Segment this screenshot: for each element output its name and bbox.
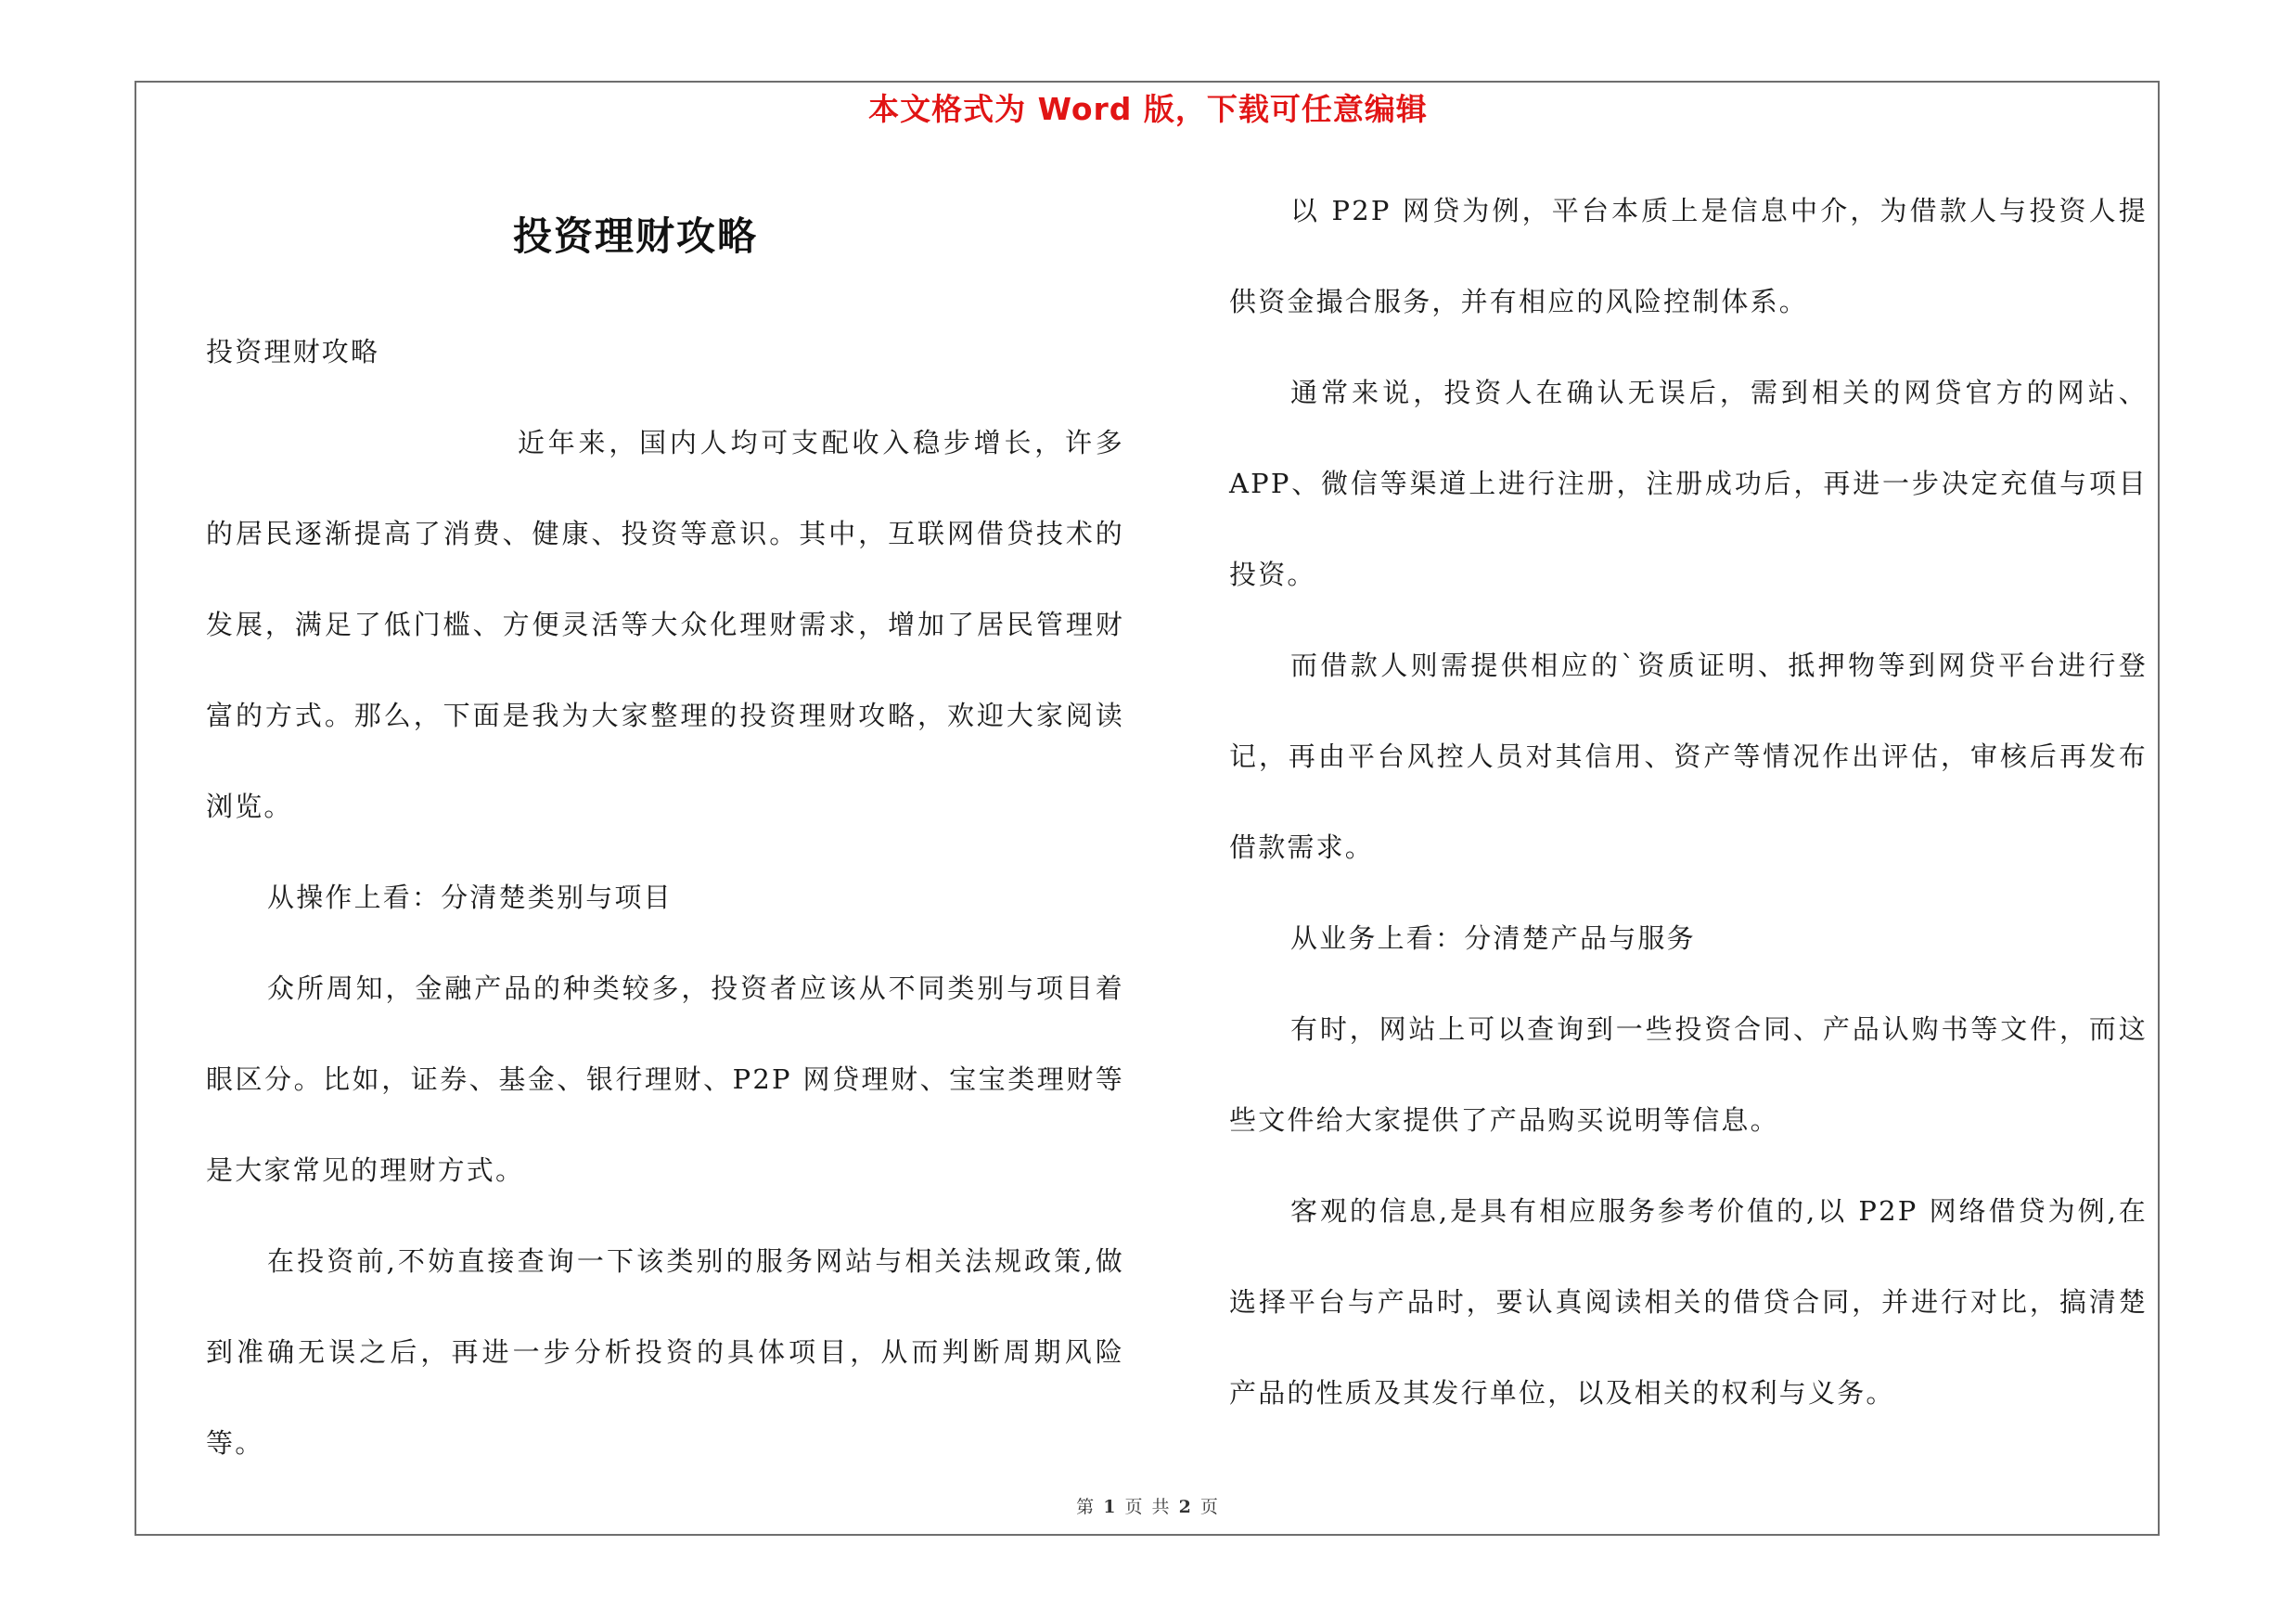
paragraph-categories: 众所周知，金融产品的种类较多，投资者应该从不同类别与项目着眼区分。比如，证券、基金、银行理财、P2P 网贷理财、宝宝类理财等是大家常见的理财方式。 [206,973,1124,1186]
paragraph-intro: 近年来，国内人均可支配收入稳步增长，许多的居民逐渐提高了消费、健康、投资等意识。其中，互联网借贷技术的发展，满足了低门槛、方便灵活等大众化理财需求，增加了居民管理财富的方式。那么，下面是我为大家整理的投资理财攻略，欢迎大家阅读浏览。 [206,427,1124,822]
paragraph-p2p-example: 以 P2P 网贷为例，平台本质上是信息中介，为借款人与投资人提供资金撮合服务，并有相应的风险控制体系。 [1229,195,2148,317]
footer-suffix: 页 [1199,1497,1220,1517]
edit-notice-banner: 本文格式为 Word 版，下载可任意编辑 [868,91,1428,127]
footer-total-pages: 2 [1178,1497,1193,1517]
paragraph-investor-registration: 通常来说，投资人在确认无误后，需到相关的网贷官方的网站、APP、微信等渠道上进行注册，注册成功后，再进一步决定充值与项目投资。 [1229,377,2148,590]
section-heading-operation: 从操作上看：分清楚类别与项目 [267,882,673,913]
right-column [1229,165,2148,1438]
paragraph-documents: 有时，网站上可以查询到一些投资合同、产品认购书等文件，而这些文件给大家提供了产品购买说明等信息。 [1229,1013,2148,1136]
section-heading-business: 从业务上看：分清楚产品与服务 [1290,922,1696,954]
left-column [206,306,1124,1488]
page-number-footer [0,1493,2296,1518]
paragraph-subtitle: 投资理财攻略 [206,336,380,367]
footer-middle: 页 共 [1124,1497,1172,1517]
footer-prefix: 第 [1076,1497,1097,1517]
paragraph-before-investing: 在投资前,不妨直接查询一下该类别的服务网站与相关法规政策,做到准确无误之后，再进一步分析投资的具体项目，从而判断周期风险等。 [206,1245,1124,1459]
footer-current-page: 1 [1103,1497,1118,1517]
paragraph-borrower-requirements: 而借款人则需提供相应的`资质证明、抵押物等到网贷平台进行登记，再由平台风控人员对其信用、资产等情况作出评估，审核后再发布借款需求。 [1229,650,2148,863]
paragraph-objective-info: 客观的信息,是具有相应服务参考价值的,以 P2P 网络借贷为例,在选择平台与产品时，要认真阅读相关的借贷合同，并进行对比，搞清楚产品的性质及其发行单位，以及相关的权利与义务。 [1229,1195,2148,1409]
document-title: 投资理财攻略 [512,213,758,259]
